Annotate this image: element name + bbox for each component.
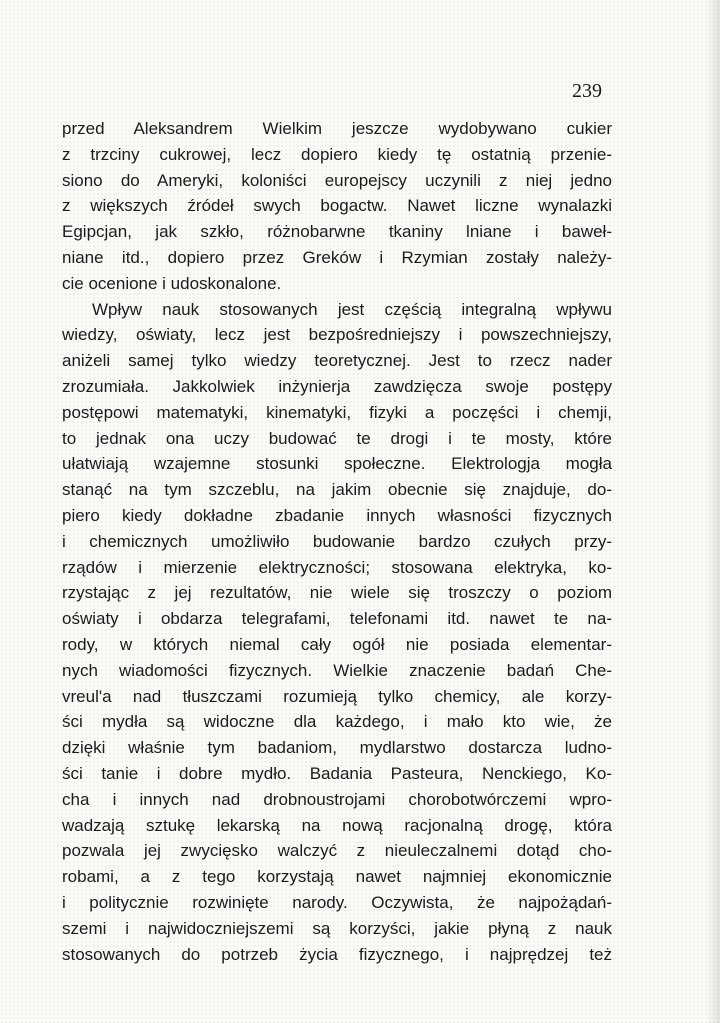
text-line: rzystając z jej rezultatów, nie wiele się troszczy o poziom: [62, 583, 612, 603]
text-line: oświaty i obdarza telegrafami, telefonami itd. nawet te na-: [62, 609, 612, 629]
text-line: z większych źródeł swych bogactw. Nawet liczne wynalazki: [62, 196, 612, 216]
text-line: postępowi matematyki, kinematyki, fizyki a poczęści i chemji,: [62, 402, 612, 422]
text-line: pozwala jej zwycięsko walczyć z nieuleczalnemi dotąd cho-: [62, 841, 612, 861]
page-edge-shadow: [706, 0, 720, 1023]
text-line: nych wiadomości fizycznych. Wielkie znaczenie badań Che-: [62, 660, 612, 680]
text-line: piero kiedy dokładne zbadanie innych własności fizycznych: [62, 505, 612, 525]
text-line: rządów i mierzenie elektryczności; stosowana elektryka, ko-: [62, 557, 612, 577]
text-line: szemi i najwidoczniejszemi są korzyści, jakie płyną z nauk: [62, 918, 612, 938]
text-line: ułatwiają wzajemne stosunki społeczne. Elektrologja mogła: [62, 454, 612, 474]
text-line: wiedzy, oświaty, lecz jest bezpośredniejszy i powszechniejszy,: [62, 325, 612, 345]
text-line: ści mydła są widoczne dla każdego, i mało kto wie, że: [62, 712, 612, 732]
text-line: aniżeli samej tylko wiedzy teoretycznej. Jest to rzecz nader: [62, 351, 612, 371]
text-line: i politycznie rozwinięte narody. Oczywista, że najpożądań-: [62, 892, 612, 912]
text-line: to jednak ona uczy budować te drogi i te mosty, które: [62, 428, 612, 448]
text-line: siono do Ameryki, koloniści europejscy uczynili z niej jedno: [62, 170, 612, 190]
text-line: vreul'a nad tłuszczami rozumieją tylko chemicy, ale korzy-: [62, 686, 612, 706]
text-line: niane itd., dopiero przez Greków i Rzymian zostały należy-: [62, 247, 612, 267]
text-line: stosowanych do potrzeb życia fizycznego, i najprędzej też: [62, 944, 612, 964]
body-text: [62, 116, 612, 967]
text-line: stanąć na tym szczeblu, na jakim obecnie się znajduje, do-: [62, 480, 612, 500]
text-line: przed Aleksandrem Wielkim jeszcze wydobywano cukier: [62, 119, 612, 138]
text-line: wadzają sztukę lekarską na nową racjonalną drogę, która: [62, 815, 612, 835]
text-line: ści tanie i dobre mydło. Badania Pasteura, Nenckiego, Ko-: [62, 763, 612, 783]
text-line: dzięki właśnie tym badaniom, mydlarstwo dostarcza ludno-: [62, 738, 612, 758]
text-line: z trzciny cukrowej, lecz dopiero kiedy tę ostatnią przenie-: [62, 144, 612, 164]
page-number: 239: [572, 80, 602, 102]
text-line: robami, a z tego korzystają nawet najmniej ekonomicznie: [62, 867, 612, 887]
text-line: zrozumiała. Jakkolwiek inżynierja zawdzięcza swoje postępy: [62, 376, 612, 396]
text-line: i chemicznych umożliwiło budowanie bardzo czułych przy-: [62, 531, 612, 551]
text-line: Wpływ nauk stosowanych jest częścią integralną wpływu: [92, 299, 612, 319]
text-line: rody, w których niemal cały ogół nie posiada elementar-: [62, 634, 612, 654]
text-line: cie ocenione i udoskonalone.: [62, 273, 282, 293]
text-line: cha i innych nad drobnoustrojami chorobotwórczemi wpro-: [62, 789, 612, 809]
text-line: Egipcjan, jak szkło, różnobarwne tkaniny lniane i baweł-: [62, 222, 612, 242]
